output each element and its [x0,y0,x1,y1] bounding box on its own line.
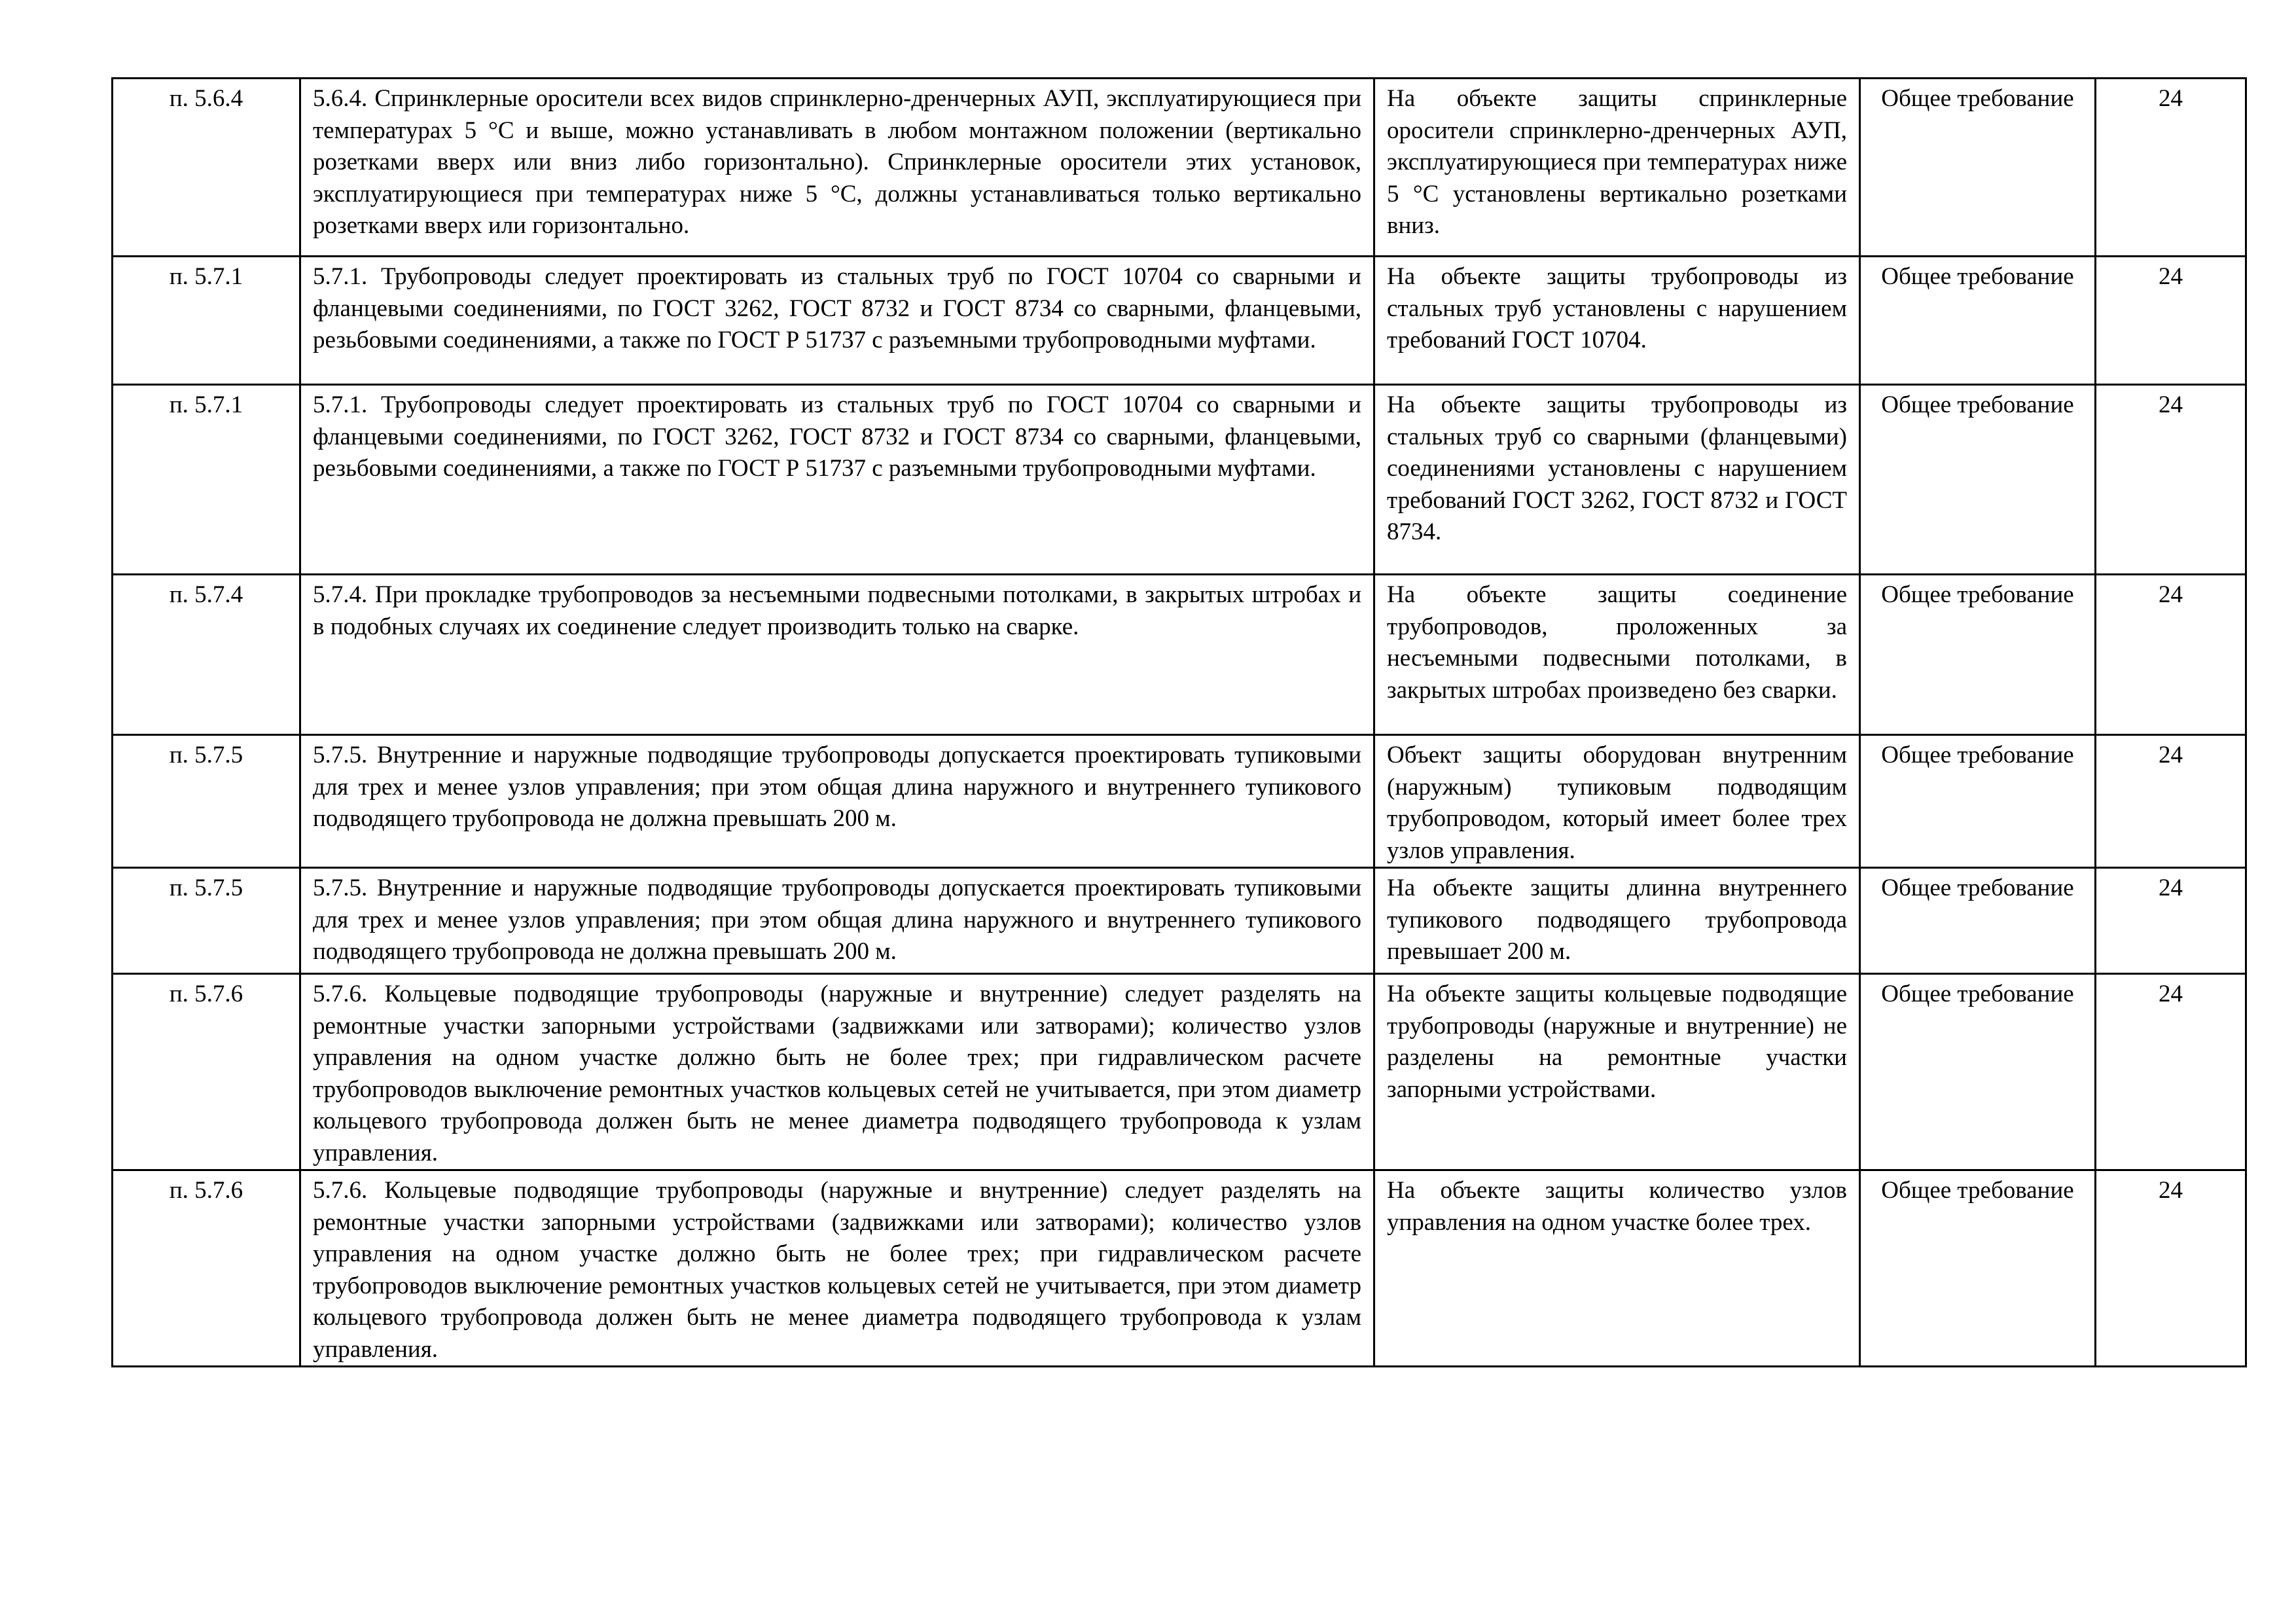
requirement-text-cell: 5.6.4. Спринклерные оросители всех видов спринклерно-дренчерных АУП, эксплуатирующиеся при температурах 5 °С и выше, можно устанавливать в любом монтажном положении (вертикально розетками вверх или вниз либо горизонтально). Спринклерные оросители этих установок, эксплуатирующиеся при температурах ниже 5 °С, должны устанавливаться только вертикально розетками вверх или горизонтально. [300,79,1374,257]
table-row [113,1170,2246,1367]
category-cell: Общее требование [1860,1170,2096,1367]
number-cell: 24 [2096,735,2246,868]
category-cell: Общее требование [1860,79,2096,257]
requirements-table [111,77,2247,1367]
number-cell: 24 [2096,1170,2246,1367]
number-cell: 24 [2096,868,2246,974]
category-cell: Общее требование [1860,735,2096,868]
category-cell: Общее требование [1860,257,2096,385]
table-row [113,974,2246,1170]
category-cell: Общее требование [1860,868,2096,974]
table-row [113,735,2246,868]
clause-ref-cell: п. 5.7.1 [113,385,300,575]
clause-ref-cell: п. 5.7.4 [113,575,300,735]
table-row [113,868,2246,974]
number-cell: 24 [2096,79,2246,257]
violation-text-cell: На объекте защиты трубопроводы из стальных труб установлены с нарушением требований ГОСТ 10704. [1374,257,1860,385]
category-cell: Общее требование [1860,385,2096,575]
number-cell: 24 [2096,385,2246,575]
number-cell: 24 [2096,974,2246,1170]
clause-ref-cell: п. 5.7.1 [113,257,300,385]
violation-text-cell: На объекте защиты длинна внутреннего тупикового подводящего трубопровода превышает 200 м. [1374,868,1860,974]
table-row [113,385,2246,575]
clause-ref-cell: п. 5.7.5 [113,868,300,974]
table-row [113,575,2246,735]
violation-text-cell: На объекте защиты кольцевые подводящие трубопроводы (наружные и внутренние) не разделены на ремонтные участки запорными устройствами. [1374,974,1860,1170]
requirement-text-cell: 5.7.1. Трубопроводы следует проектировать из стальных труб по ГОСТ 10704 со сварными и фланцевыми соединениями, по ГОСТ 3262, ГОСТ 8732 и ГОСТ 8734 со сварными, фланцевыми, резьбовыми соединениями, а также по ГОСТ Р 51737 с разъемными трубопроводными муфтами. [300,257,1374,385]
table-row [113,79,2246,257]
requirement-text-cell: 5.7.5. Внутренние и наружные подводящие трубопроводы допускается проектировать тупиковыми для трех и менее узлов управления; при этом общая длина наружного и внутреннего тупикового подводящего трубопровода не должна превышать 200 м. [300,868,1374,974]
number-cell: 24 [2096,575,2246,735]
clause-ref-cell: п. 5.6.4 [113,79,300,257]
requirement-text-cell: 5.7.6. Кольцевые подводящие трубопроводы (наружные и внутренние) следует разделять на ремонтные участки запорными устройствами (задвижками или затворами); количество узлов управления на одном участке должно быть не более трех; при гидравлическом расчете трубопроводов выключение ремонтных участков кольцевых сетей не учитывается, при этом диаметр кольцевого трубопровода должен быть не менее диаметра подводящего трубопровода к узлам управления. [300,974,1374,1170]
category-cell: Общее требование [1860,575,2096,735]
requirement-text-cell: 5.7.5. Внутренние и наружные подводящие трубопроводы допускается проектировать тупиковыми для трех и менее узлов управления; при этом общая длина наружного и внутреннего тупикового подводящего трубопровода не должна превышать 200 м. [300,735,1374,868]
clause-ref-cell: п. 5.7.6 [113,1170,300,1367]
category-cell: Общее требование [1860,974,2096,1170]
requirement-text-cell: 5.7.6. Кольцевые подводящие трубопроводы (наружные и внутренние) следует разделять на ремонтные участки запорными устройствами (задвижками или затворами); количество узлов управления на одном участке должно быть не более трех; при гидравлическом расчете трубопроводов выключение ремонтных участков кольцевых сетей не учитывается, при этом диаметр кольцевого трубопровода должен быть не менее диаметра подводящего трубопровода к узлам управления. [300,1170,1374,1367]
table-row [113,257,2246,385]
violation-text-cell: Объект защиты оборудован внутренним (наружным) тупиковым подводящим трубопроводом, который имеет более трех узлов управления. [1374,735,1860,868]
clause-ref-cell: п. 5.7.5 [113,735,300,868]
violation-text-cell: На объекте защиты спринклерные оросители спринклерно-дренчерных АУП, эксплуатирующиеся при температурах ниже 5 °С установлены вертикально розетками вниз. [1374,79,1860,257]
number-cell: 24 [2096,257,2246,385]
violation-text-cell: На объекте защиты соединение трубопроводов, проложенных за несъемными подвесными потолками, в закрытых штробах произведено без сварки. [1374,575,1860,735]
requirement-text-cell: 5.7.4. При прокладке трубопроводов за несъемными подвесными потолками, в закрытых штробах и в подобных случаях их соединение следует производить только на сварке. [300,575,1374,735]
clause-ref-cell: п. 5.7.6 [113,974,300,1170]
requirement-text-cell: 5.7.1. Трубопроводы следует проектировать из стальных труб по ГОСТ 10704 со сварными и фланцевыми соединениями, по ГОСТ 3262, ГОСТ 8732 и ГОСТ 8734 со сварными, фланцевыми, резьбовыми соединениями, а также по ГОСТ Р 51737 с разъемными трубопроводными муфтами. [300,385,1374,575]
violation-text-cell: На объекте защиты трубопроводы из стальных труб со сварными (фланцевыми) соединениями установлены с нарушением требований ГОСТ 3262, ГОСТ 8732 и ГОСТ 8734. [1374,385,1860,575]
violation-text-cell: На объекте защиты количество узлов управления на одном участке более трех. [1374,1170,1860,1367]
